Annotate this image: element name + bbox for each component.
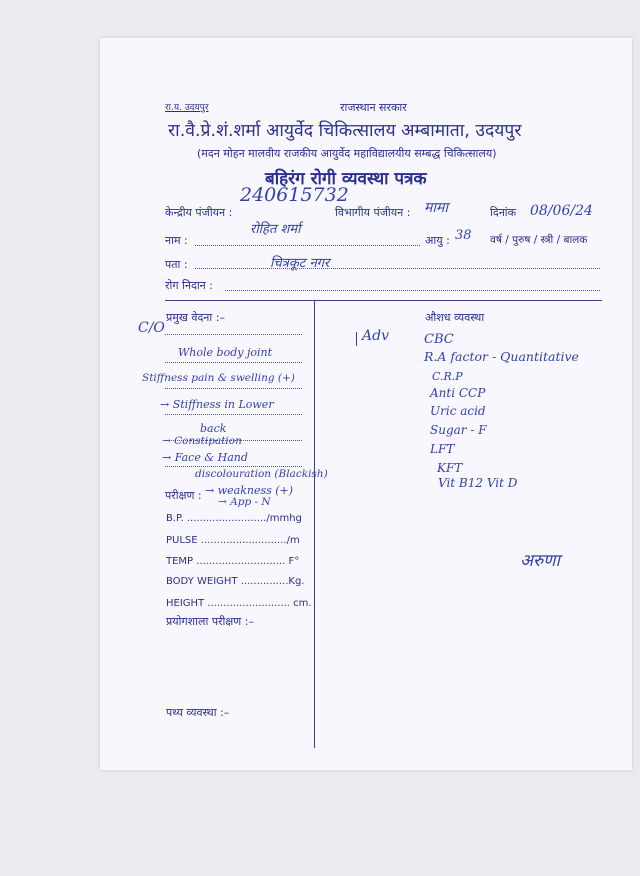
test-item: KFT (437, 461, 463, 475)
height-field: HEIGHT .......................... cm. (166, 598, 312, 609)
test-item: R.A factor - Quantitative (424, 349, 579, 364)
complaints-label: प्रमुख वेदना :– (166, 311, 225, 324)
age-suffix: वर्ष / पुरुष / स्त्री / बालक (490, 234, 588, 246)
complaint-line-2 (165, 362, 302, 363)
dept-reg-label: विभागीय पंजीयन : (335, 206, 411, 219)
lab-label: प्रयोगशाला परीक्षण :– (166, 615, 254, 628)
address-label: पता : (165, 258, 188, 271)
age-label: आयु : (425, 234, 450, 247)
diagnosis-label: रोग निदान : (165, 279, 213, 292)
name-line (195, 245, 420, 246)
complaint-item: → weakness (+) (205, 484, 294, 497)
complaint-line-4 (165, 414, 302, 415)
complaint-item: back (200, 422, 227, 435)
diet-label: पथ्य व्यवस्था :– (166, 706, 230, 719)
name-value: रोहित शर्मा (250, 222, 301, 237)
diagnosis-line (225, 290, 600, 291)
adv-bracket (356, 332, 357, 346)
section-divider (165, 300, 602, 301)
test-item: Anti CCP (430, 386, 486, 400)
complaint-item: Whole body joint (178, 346, 273, 359)
complaint-item: → Face & Hand (162, 451, 248, 464)
doctor-signature: अरुणा (520, 551, 560, 571)
complaint-line-6 (165, 466, 302, 467)
form-title: बहिरंग रोगी व्यवस्था पत्रक (265, 169, 427, 189)
complaint-line-1 (165, 334, 302, 335)
complaint-item: discolouration (Blackish) (195, 468, 328, 480)
central-reg-label: केन्द्रीय पंजीयन : (165, 206, 233, 219)
address-value: चित्रकूट नगर (270, 256, 330, 271)
complaint-item: → Constipation (162, 435, 242, 447)
dept-reg-value: मामा (424, 200, 448, 216)
test-item: Uric acid (430, 404, 486, 418)
complaint-item: → Stiffness in Lower (160, 398, 274, 411)
govt-label: राजस्थान सरकार (340, 101, 407, 114)
med-label: औशध व्यवस्था (425, 311, 485, 324)
test-item: Vit B12 Vit D (438, 476, 518, 490)
date-label: दिनांक (490, 206, 517, 219)
test-item: CBC (424, 332, 454, 347)
date-value: 08/06/24 (530, 203, 593, 219)
name-label: नाम : (165, 234, 188, 247)
weight-field: BODY WEIGHT ...............Kg. (166, 576, 305, 587)
temp-field: TEMP ............................ F° (166, 556, 300, 567)
test-item: LFT (430, 442, 455, 456)
exam-label: परीक्षण : (165, 489, 202, 502)
test-item: C.R.P (432, 370, 463, 383)
address-line (195, 268, 600, 269)
central-reg-value: 240615732 (240, 184, 349, 206)
pulse-field: PULSE .........................../m (166, 535, 300, 546)
affiliation-label: (मदन मोहन मालवीय राजकीय आयुर्वेद महाविद्यालयीय सम्बद्ध चिकित्सालय) (197, 147, 497, 160)
complaint-item: Stiffness pain & swelling (+) (142, 372, 295, 384)
complaint-item: → App - N (218, 496, 271, 508)
test-item: Sugar - F (430, 423, 487, 437)
complaint-line-3 (165, 388, 302, 389)
adv-prefix: Adv (362, 328, 389, 344)
hospital-name: रा.वै.प्रे.शं.शर्मा आयुर्वेद चिकित्सालय अम्बामाता, उदयपुर (168, 121, 522, 141)
column-divider (314, 300, 315, 748)
age-value: 38 (455, 228, 472, 243)
small-org-label: रा.य. उदयपुर (165, 103, 209, 113)
complaint-item: C/O (138, 320, 165, 336)
bp-field: B.P. ........................./mmhg (166, 513, 302, 524)
